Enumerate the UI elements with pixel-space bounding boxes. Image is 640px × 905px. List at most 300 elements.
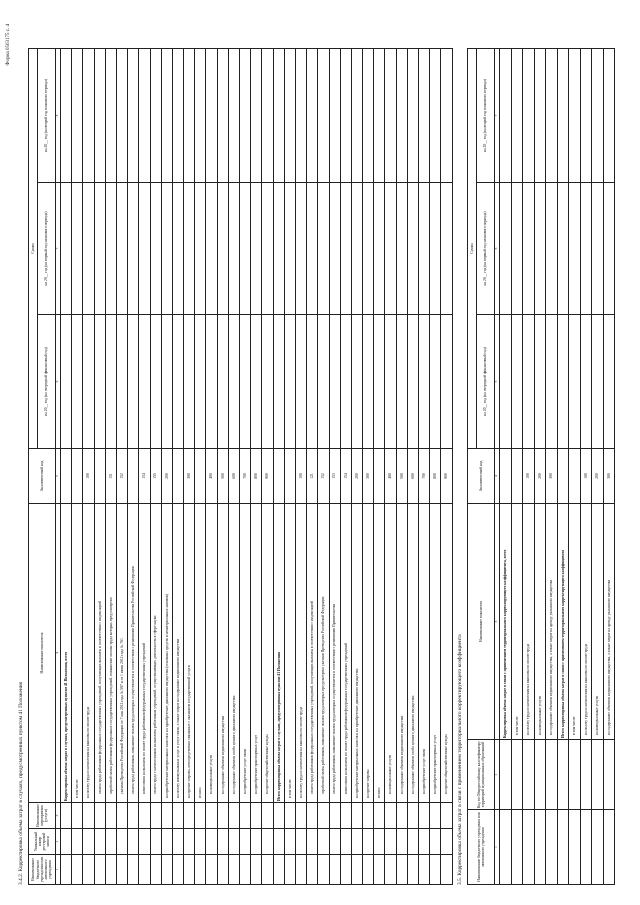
sum-cell: [105, 183, 116, 315]
empty-id-cell: [351, 855, 362, 885]
analytic-code: 154: [139, 449, 150, 504]
analytic-code: 700: [240, 449, 251, 504]
sum-cell: [251, 49, 262, 183]
sum-cell: [251, 183, 262, 315]
sum-cell: [419, 315, 430, 449]
empty-id-cell: [580, 810, 592, 885]
analytic-code: [72, 449, 83, 504]
empty-id-cell: [569, 740, 581, 810]
indicator-name: на содержание объектов недвижимого имущества, а также затрат на аренду указанного имущества: [546, 504, 558, 740]
sum-cell: [128, 315, 139, 449]
header-analytic-code-2: Аналитический код: [468, 449, 495, 504]
table-row: [251, 49, 262, 885]
sum-cell: [385, 49, 396, 183]
empty-id-cell: [228, 829, 239, 855]
empty-id-cell: [184, 803, 195, 829]
table-row: [161, 49, 172, 885]
analytic-code: 300: [546, 449, 558, 504]
sum-cell: [94, 49, 105, 183]
analytic-code: [284, 449, 295, 504]
sum-cell: [184, 49, 195, 183]
header-indicator-name-2: Наименование показателя: [468, 504, 495, 740]
indicator-name: на коммунальные услуги: [534, 504, 546, 740]
analytic-code: 400: [206, 449, 217, 504]
table-row: [116, 49, 127, 885]
empty-id-cell: [385, 855, 396, 885]
header-year-1: на 20__ год (на очередной финансовый год): [38, 315, 56, 449]
empty-id-cell: [546, 810, 558, 885]
sum-cell: [511, 49, 523, 183]
sum-cell: [557, 183, 569, 315]
sum-cell: [262, 315, 273, 449]
analytic-code: 155: [150, 449, 161, 504]
analytic-code: [128, 449, 139, 504]
column-number: 7: [495, 49, 500, 183]
sum-cell: [534, 315, 546, 449]
table-row: [150, 49, 161, 885]
analytic-code: 200: [161, 449, 172, 504]
column-number: 5: [56, 449, 61, 504]
sum-cell: [441, 49, 452, 183]
sum-cell: [396, 49, 407, 183]
table-row: [307, 49, 318, 885]
header-year-1-2: на 20__ год (на очередной финансовый год): [477, 315, 495, 449]
sum-cell: [217, 49, 228, 183]
sum-cell: [523, 183, 535, 315]
empty-id-cell: [61, 855, 72, 885]
table-row: [206, 49, 217, 885]
sum-cell: [407, 315, 418, 449]
header-year-2-2: на 20__ год (на первый год планового периода): [477, 183, 495, 315]
indicator-name: на прочие затраты: [363, 504, 374, 803]
empty-id-cell: [407, 829, 418, 855]
indicator-name: на коммунальные услуги: [592, 504, 604, 740]
column-number: 3: [495, 504, 500, 740]
sum-cell: [546, 183, 558, 315]
empty-id-cell: [262, 855, 273, 885]
sum-cell: [105, 315, 116, 449]
analytic-code: [61, 449, 72, 504]
analytic-code: 800: [251, 449, 262, 504]
analytic-code: [172, 449, 183, 504]
sum-cell: [396, 183, 407, 315]
empty-id-cell: [105, 829, 116, 855]
column-number: 6: [56, 315, 61, 449]
table-row: [430, 49, 441, 885]
sum-cell: [116, 183, 127, 315]
empty-id-cell: [139, 855, 150, 885]
sum-cell: [161, 49, 172, 183]
sum-cell: [569, 315, 581, 449]
analytic-code: [374, 449, 385, 504]
empty-id-cell: [385, 829, 396, 855]
empty-id-cell: [546, 740, 558, 810]
indicator-name: в том числе:: [72, 504, 83, 803]
form-reference: Форма 0503175 с. 4: [6, 24, 11, 66]
empty-id-cell: [228, 803, 239, 829]
sum-cell: [116, 315, 127, 449]
empty-id-cell: [262, 803, 273, 829]
empty-id-cell: [273, 803, 284, 829]
indicator-name: оплата труда работников федеральных государственных учреждений, получающих выплаты в соответствии с индексацией: [307, 504, 318, 803]
sum-cell: [430, 315, 441, 449]
sum-cell: [139, 49, 150, 183]
indicator-name: на приобретение услуг связи: [419, 504, 430, 803]
header-registry-number: Уникальный номер реестровой записи: [29, 829, 56, 855]
sum-cell: [569, 49, 581, 183]
sum-cell: [295, 315, 306, 449]
table-row: [105, 49, 116, 885]
sum-cell: [172, 315, 183, 449]
empty-id-cell: [284, 803, 295, 829]
empty-id-cell: [94, 829, 105, 855]
indicator-name: на содержание объектов особо ценного движимого имущества: [228, 504, 239, 803]
empty-id-cell: [329, 829, 340, 855]
table-row: [262, 49, 273, 885]
sum-cell: [580, 183, 592, 315]
empty-id-cell: [61, 803, 72, 829]
empty-id-cell: [603, 810, 615, 885]
empty-id-cell: [72, 803, 83, 829]
empty-id-cell: [273, 829, 284, 855]
empty-id-cell: [396, 855, 407, 885]
empty-id-cell: [206, 829, 217, 855]
sum-cell: [318, 183, 329, 315]
sum-cell: [363, 315, 374, 449]
table-row: [546, 49, 558, 885]
empty-id-cell: [139, 803, 150, 829]
empty-id-cell: [363, 829, 374, 855]
indicator-name: на содержание объектов недвижимого имущества, а также затрат на аренду указанного имущества: [603, 504, 615, 740]
sum-cell: [580, 315, 592, 449]
column-number: 2: [56, 829, 61, 855]
empty-id-cell: [307, 829, 318, 855]
empty-id-cell: [72, 829, 83, 855]
empty-id-cell: [184, 829, 195, 855]
table-row: [273, 49, 284, 885]
empty-id-cell: [307, 803, 318, 829]
empty-id-cell: [363, 855, 374, 885]
indicator-name: Корректировка объема затрат в случаях, предусмотренных пунктом 41 Положения, всего: [61, 504, 72, 803]
sum-cell: [500, 315, 512, 449]
sum-cell: [72, 49, 83, 183]
sum-cell: [603, 315, 615, 449]
empty-id-cell: [592, 810, 604, 885]
analytic-code: 500: [396, 449, 407, 504]
table-row: [284, 49, 295, 885]
sum-cell: [569, 183, 581, 315]
sum-cell: [195, 183, 206, 315]
empty-id-cell: [251, 829, 262, 855]
sum-cell: [262, 49, 273, 183]
empty-id-cell: [206, 855, 217, 885]
analytic-code: 100: [295, 449, 306, 504]
analytic-code: 152: [116, 449, 127, 504]
empty-id-cell: [318, 855, 329, 885]
indicator-name: заработной платы работников, повышение оплаты труда которых предусмотрено указами Президента Российской Федерации: [318, 504, 329, 803]
header-institution: Наименование бюджетного учреждения или автономного учреждения: [29, 855, 56, 885]
empty-id-cell: [295, 855, 306, 885]
table-row: [385, 49, 396, 885]
sum-cell: [284, 315, 295, 449]
sum-cell: [592, 49, 604, 183]
sum-cell: [105, 49, 116, 183]
empty-id-cell: [396, 829, 407, 855]
analytic-code: 200: [351, 449, 362, 504]
empty-id-cell: [295, 803, 306, 829]
empty-id-cell: [83, 855, 94, 885]
analytic-code: 600: [407, 449, 418, 504]
sum-cell: [351, 315, 362, 449]
analytic-code: 300: [603, 449, 615, 504]
indicator-name: на оплату труда и начисления на выплаты по оплате труда: [295, 504, 306, 803]
sum-cell: [228, 315, 239, 449]
table-row: [374, 49, 385, 885]
empty-id-cell: [534, 740, 546, 810]
table-row: [172, 49, 183, 885]
sum-cell: [273, 183, 284, 315]
analytic-code: [557, 449, 569, 504]
empty-id-cell: [161, 829, 172, 855]
empty-id-cell: [150, 855, 161, 885]
empty-id-cell: [105, 803, 116, 829]
empty-id-cell: [603, 740, 615, 810]
empty-id-cell: [351, 829, 362, 855]
empty-id-cell: [284, 829, 295, 855]
analytic-code: [500, 449, 512, 504]
sum-cell: [329, 183, 340, 315]
sum-cell: [318, 315, 329, 449]
empty-id-cell: [557, 810, 569, 885]
sum-cell: [592, 183, 604, 315]
empty-id-cell: [83, 829, 94, 855]
empty-id-cell: [523, 810, 535, 885]
empty-id-cell: [240, 855, 251, 885]
empty-id-cell: [374, 855, 385, 885]
sum-cell: [340, 315, 351, 449]
sum-cell: [295, 49, 306, 183]
sum-cell: [251, 315, 262, 449]
table-row: [228, 49, 239, 885]
empty-id-cell: [128, 829, 139, 855]
empty-id-cell: [363, 803, 374, 829]
analytic-code: 900: [441, 449, 452, 504]
empty-id-cell: [128, 855, 139, 885]
empty-id-cell: [419, 803, 430, 829]
table-row: [580, 49, 592, 885]
sum-cell: [534, 183, 546, 315]
table-row: [407, 49, 418, 885]
sum-cell: [363, 183, 374, 315]
table-row: [217, 49, 228, 885]
indicator-name: на прочие общехозяйственные нужды: [441, 504, 452, 803]
indicator-name: начисления на выплаты по оплате труда работников федеральных государственных учреждений: [139, 504, 150, 803]
empty-id-cell: [116, 829, 127, 855]
header-event-name: Наименование мероприятия (услуги): [29, 803, 56, 829]
analytic-code: [195, 449, 206, 504]
indicator-name: на коммунальные услуги: [206, 504, 217, 803]
sum-cell: [329, 315, 340, 449]
sum-cell: [284, 49, 295, 183]
analytic-code: 100: [83, 449, 94, 504]
indicator-name: оплата труда работников, повышение оплаты труда которых осуществляется в соответствии с решениями Правительства Российской Федерации: [128, 504, 139, 803]
sum-cell: [262, 183, 273, 315]
sum-cell: [419, 183, 430, 315]
sum-cell: [128, 49, 139, 183]
indicator-name: на содержание объектов особо ценного движимого имущества: [407, 504, 418, 803]
sum-cell: [363, 49, 374, 183]
empty-id-cell: [217, 855, 228, 885]
sum-cell: [592, 315, 604, 449]
sum-cell: [580, 49, 592, 183]
analytic-code: 121: [307, 449, 318, 504]
empty-id-cell: [441, 803, 452, 829]
empty-id-cell: [329, 803, 340, 829]
sum-cell: [374, 183, 385, 315]
sum-cell: [240, 315, 251, 449]
section-title-3-5: 3.5. Корректировка объема затрат в связи с применением территориального корректирующего коэффициента: [457, 634, 463, 885]
empty-id-cell: [172, 829, 183, 855]
column-number: 5: [495, 315, 500, 449]
sum-cell: [546, 49, 558, 183]
sum-cell: [407, 183, 418, 315]
header-sum-group-2: Сумма: [468, 49, 477, 449]
empty-id-cell: [240, 803, 251, 829]
analytic-code: 800: [430, 449, 441, 504]
analytic-code: 300: [184, 449, 195, 504]
sum-cell: [441, 183, 452, 315]
empty-id-cell: [511, 740, 523, 810]
sum-cell: [94, 183, 105, 315]
sum-cell: [61, 49, 72, 183]
sum-cell: [603, 183, 615, 315]
sum-cell: [523, 49, 535, 183]
indicator-name: на приобретение транспортных услуг: [251, 504, 262, 803]
sum-cell: [116, 49, 127, 183]
sum-cell: [385, 315, 396, 449]
indicator-name: Корректировка объема затрат в связи с применением территориального корректирующего коэффициента, всего: [500, 504, 512, 740]
sum-cell: [240, 183, 251, 315]
empty-id-cell: [150, 803, 161, 829]
analytic-code: 300: [363, 449, 374, 504]
table-row: [557, 49, 569, 885]
table-row: [419, 49, 430, 885]
empty-id-cell: [441, 829, 452, 855]
empty-id-cell: [116, 803, 127, 829]
indicator-name: на приобретение материальных запасов и на приобретение движимого имущества (основных средств и нематериальных активов): [161, 504, 172, 803]
analytic-code: 700: [419, 449, 430, 504]
empty-id-cell: [419, 829, 430, 855]
table-row: [94, 49, 105, 885]
sum-cell: [161, 183, 172, 315]
sum-cell: [329, 49, 340, 183]
header-year-3-2: на 20__ год (на второй год планового периода): [477, 49, 495, 183]
empty-id-cell: [161, 803, 172, 829]
sum-cell: [307, 315, 318, 449]
table-row: [61, 49, 72, 885]
sum-cell: [523, 315, 535, 449]
sum-cell: [217, 315, 228, 449]
sum-cell: [150, 49, 161, 183]
empty-id-cell: [340, 803, 351, 829]
column-number: 3: [56, 803, 61, 829]
empty-id-cell: [329, 855, 340, 885]
indicator-name: на приобретение транспортных услуг: [430, 504, 441, 803]
sum-cell: [83, 49, 94, 183]
indicator-name: начисления на выплаты по оплате труда работников федеральных государственных учреждений: [340, 504, 351, 803]
analytic-code: 151: [105, 449, 116, 504]
sum-cell: [500, 183, 512, 315]
table-row: [340, 49, 351, 885]
empty-id-cell: [217, 803, 228, 829]
empty-id-cell: [83, 803, 94, 829]
empty-id-cell: [340, 829, 351, 855]
sum-cell: [184, 315, 195, 449]
sum-cell: [351, 183, 362, 315]
sum-cell: [500, 49, 512, 183]
indicator-name: оплата труда с начислениями на выплаты работникам учреждений, осуществляющих деятельность в сфере науки: [150, 504, 161, 803]
indicator-name: на содержание объектов недвижимого имущества: [217, 504, 228, 803]
sum-cell: [61, 315, 72, 449]
sum-cell: [374, 315, 385, 449]
sum-cell: [172, 183, 183, 315]
empty-id-cell: [580, 740, 592, 810]
empty-id-cell: [511, 810, 523, 885]
table-row: [569, 49, 581, 885]
table-row: [351, 49, 362, 885]
empty-id-cell: [407, 803, 418, 829]
table-row: [534, 49, 546, 885]
indicator-name: на коммунальные услуги: [385, 504, 396, 803]
header-indicator-name: Наименование показателя: [29, 504, 56, 803]
indicator-name: из них:: [374, 504, 385, 803]
sum-cell: [195, 315, 206, 449]
empty-id-cell: [217, 829, 228, 855]
sum-cell: [150, 315, 161, 449]
sum-cell: [546, 315, 558, 449]
indicator-name: на оплату коммунальных услуг и услуг связи, а также затрат на содержание недвижимого имущества: [172, 504, 183, 803]
analytic-code: [511, 449, 523, 504]
sum-cell: [307, 49, 318, 183]
sum-cell: [419, 49, 430, 183]
table-row: [511, 49, 523, 885]
sum-cell: [128, 183, 139, 315]
sum-cell: [172, 49, 183, 183]
empty-id-cell: [184, 855, 195, 885]
sum-cell: [385, 183, 396, 315]
sum-cell: [396, 315, 407, 449]
column-number: 1: [56, 855, 61, 885]
empty-id-cell: [374, 829, 385, 855]
empty-id-cell: [273, 855, 284, 885]
sum-cell: [206, 315, 217, 449]
analytic-code: [569, 449, 581, 504]
analytic-code: 152: [318, 449, 329, 504]
empty-id-cell: [419, 855, 430, 885]
analytic-code: 100: [580, 449, 592, 504]
header-oktmo: Код по Общероссийскому классификатору территорий муниципальных образований: [468, 740, 495, 810]
empty-id-cell: [500, 810, 512, 885]
sum-cell: [61, 183, 72, 315]
empty-id-cell: [94, 855, 105, 885]
table-row: [592, 49, 604, 885]
sum-cell: [150, 183, 161, 315]
column-number: 6: [495, 183, 500, 315]
empty-id-cell: [195, 803, 206, 829]
sum-cell: [72, 315, 83, 449]
analytic-code: 154: [340, 449, 351, 504]
sum-cell: [340, 183, 351, 315]
